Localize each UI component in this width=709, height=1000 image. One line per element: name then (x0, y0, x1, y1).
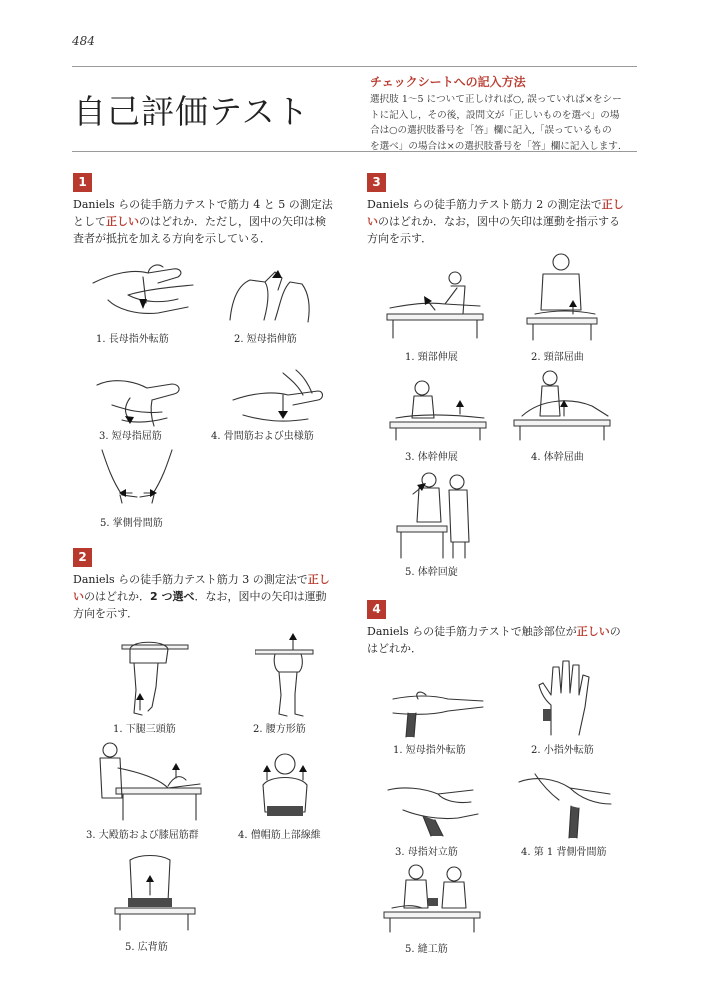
question-4-text (367, 623, 642, 657)
q4-option-3: 3. 母指対立筋 (395, 847, 458, 858)
question-1-number: 1 (73, 173, 92, 192)
question-2-line: Daniels らの徒手筋力テスト筋力 3 の測定法で正し (73, 573, 330, 586)
q4-option-2: 2. 小指外転筋 (531, 745, 594, 756)
q3-option-3: 3. 体幹伸展 (405, 452, 458, 463)
q2-option-2: 2. 腰方形筋 (253, 724, 306, 735)
q3-option-1: 1. 頸部伸展 (405, 352, 458, 363)
question-1-line: Daniels らの徒手筋力テストで筋力 4 と 5 の測定法 (73, 198, 333, 211)
figure-q3-2-supine (525, 250, 600, 342)
question-4-line: はどれか． (367, 642, 422, 655)
figure-q1-4-hands (228, 365, 328, 427)
figure-q1-3-hands (92, 370, 187, 428)
header-rule-top (72, 66, 637, 67)
q2-option-4: 4. 僧帽筋上部線維 (238, 830, 321, 841)
figure-q2-4-sitting-back (255, 750, 315, 822)
instructions-line: 合は○の選択肢番号を「答」欄に記入,「誤っているもの (370, 125, 612, 136)
instructions-line: 選択肢 1～5 について正しければ○, 誤っていれば×をシー (370, 94, 622, 105)
figure-q1-1-hands (88, 255, 198, 327)
question-2-line: 方向を示す． (73, 607, 139, 620)
question-2-number: 2 (73, 548, 92, 567)
figure-q4-1-hand (388, 685, 488, 740)
q3-option-5: 5. 体幹回旋 (405, 567, 458, 578)
question-2-line: いのはどれか．2 つ選べ．なお，図中の矢印は運動 (73, 590, 327, 603)
q3-option-4: 4. 体幹屈曲 (531, 452, 584, 463)
header-rule-bottom (72, 151, 637, 152)
figure-q3-1-prone (385, 268, 485, 340)
figure-q3-4-supine (512, 368, 612, 442)
instructions-line: トに記入し，その後，設問文が「正しいものを選べ」の場 (370, 109, 620, 121)
figure-q2-2-standing (255, 630, 315, 718)
q4-option-5: 5. 縫工筋 (405, 944, 448, 955)
figure-q4-4-hands (515, 768, 615, 840)
figure-q2-1-standing-leg (120, 635, 190, 720)
question-2-text (73, 571, 353, 622)
figure-q2-5-sitting-back (110, 850, 200, 932)
q2-option-5: 5. 広背筋 (125, 942, 168, 953)
figure-q4-2-open-hand (535, 655, 595, 737)
question-4-line: Daniels らの徒手筋力テストで触診部位が正しいの (367, 625, 621, 638)
question-1-line: として正しいのはどれか．ただし，図中の矢印は検 (73, 215, 326, 228)
question-1-text (73, 196, 353, 247)
question-3-line: Daniels らの徒手筋力テスト筋力 2 の測定法で正し (367, 198, 624, 211)
instructions-heading: チェックシートへの記入方法 (370, 75, 526, 89)
page-title: 自己評価テスト (73, 92, 310, 131)
figure-q4-3-hands (383, 780, 483, 840)
figure-q3-5-sitting (395, 470, 480, 562)
instructions-line: を選べ」の場合は×の選択肢番号を「答」欄に記入します. (370, 140, 621, 152)
question-3-line: 方向を示す． (367, 232, 433, 245)
q1-option-2: 2. 短母指伸筋 (234, 334, 297, 345)
question-3-text (367, 196, 642, 247)
q1-option-4: 4. 骨間筋および虫様筋 (211, 431, 314, 442)
instructions-body (370, 92, 638, 154)
figure-q2-3-prone (88, 738, 203, 823)
question-1-line: 査者が抵抗を加える方向を示している． (73, 232, 271, 245)
q4-option-1: 1. 短母指外転筋 (393, 745, 466, 756)
q1-option-3: 3. 短母指屈筋 (99, 431, 162, 442)
q2-option-1: 1. 下腿三頭筋 (113, 724, 176, 735)
question-3-number: 3 (367, 173, 386, 192)
q2-option-3: 3. 大殿筋および膝屈筋群 (86, 830, 199, 841)
q4-option-4: 4. 第 1 背側骨間筋 (521, 847, 607, 858)
page-number: 484 (72, 34, 95, 48)
figure-q3-3-prone (388, 378, 488, 442)
q1-option-1: 1. 長母指外転筋 (96, 334, 169, 345)
figure-q4-5-sitting (382, 862, 482, 934)
question-3-line: いのはどれか．なお，図中の矢印は運動を指示する (367, 215, 620, 228)
q1-option-5: 5. 掌側骨間筋 (100, 518, 163, 529)
figure-q1-5-hands (92, 445, 187, 507)
question-4-number: 4 (367, 600, 386, 619)
figure-q1-2-hands (220, 260, 320, 328)
q3-option-2: 2. 頸部屈曲 (531, 352, 584, 363)
